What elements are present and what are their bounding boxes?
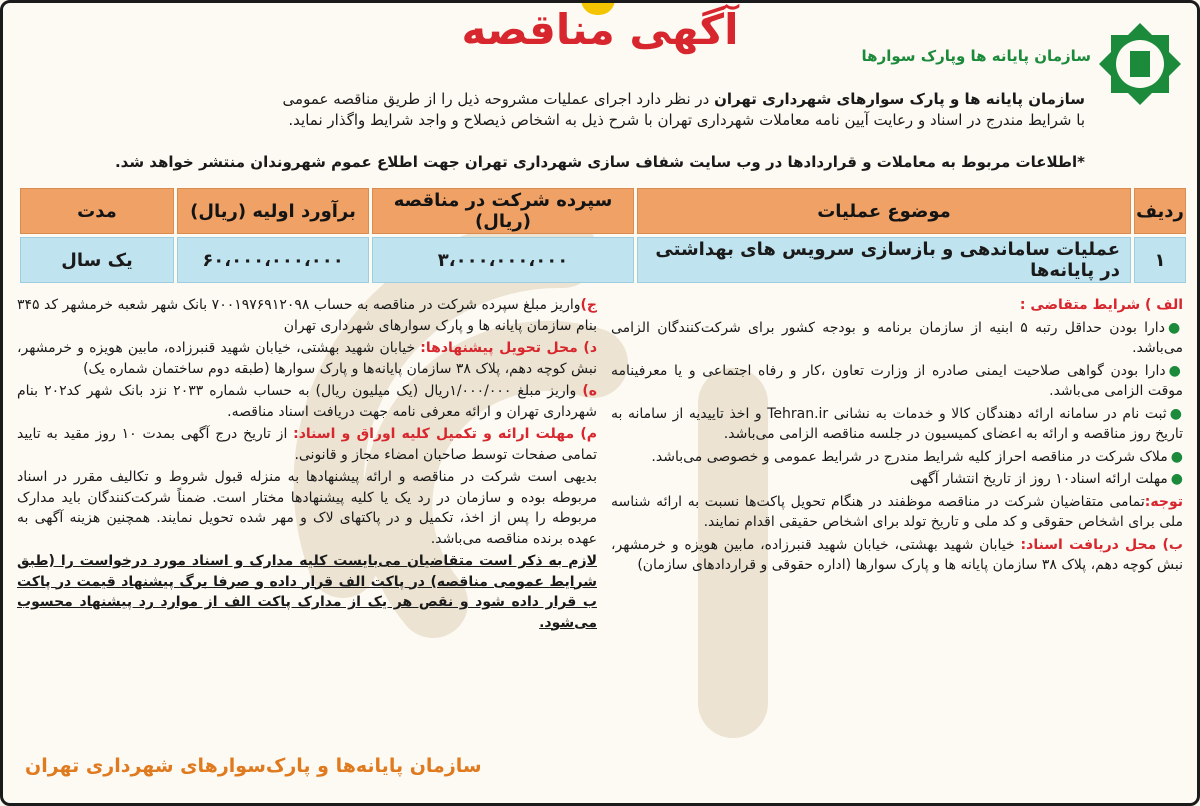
header-subject: موضوع عملیات [637,188,1131,234]
general-terms-paragraph: بدیهی است شرکت در مناقصه و ارائه پیشنهادها به منزله قبول شروط و تکالیف مقرر در اسناد مربوطه بوده و سازمان در رد یک یا کلیه پیشنهادها مختار است. ضمناً شرکت‌کنندگان باید مدارک مربوطه را پس از اخذ، تکمیل و در پاکتهای لاک و مهر شده تحویل نمایند. همچنین هزینه آگهی به عهده برنده مناقصه می‌باشد. [17,469,597,547]
section-c: ج)واریز مبلغ سپرده شرکت در مناقصه به حساب ۷۰۰۱۹۷۶۹۱۲۰۹۸ بانک شهر شعبه خرمشهر کد ۳۴۵ بنام سازمان پایانه ها و پارک سوارهای شهرداری تهران [17,297,597,334]
bullet-icon: ● [1170,448,1183,465]
cell-deposit: ۳،۰۰۰،۰۰۰،۰۰۰ [372,237,634,283]
section-a-title: الف ) شرایط متقاضی : [1019,297,1183,313]
cell-duration: یک سال [20,237,174,283]
header-row-number: ردیف [1134,188,1186,234]
header-deposit: سپرده شرکت در مناقصه (ریال) [372,188,634,234]
list-item: ●مهلت ارائه اسناد۱۰ روز از تاریخ انتشار آگهی [909,471,1183,487]
transparency-notice: *اطلاعات مربوط به معاملات و قراردادها در وب سایت شفاف سازی شهرداری تهران جهت اطلاع عموم شهروندان منتشر خواهد شد. [114,153,1085,171]
note-paragraph: توجه:تمامی متقاضیان شرکت در مناقصه موظفند در هنگام تحویل پاکت‌ها نسبت به ارائه شناسه ملی برای اشخاص حقوقی و کد ملی و تاریخ تولد برای اشخاص حقیقی اقدام نمایند. [611,493,1183,530]
footer-org-name: سازمان پایانه‌ها و پارک‌سوارهای شهرداری تهران [25,755,482,777]
section-d: د) محل تحویل پیشنهادها: خیابان شهید بهشتی، خیابان شهید قنبرزاده، مابین هویزه و خرمشهر، نبش کوچه دهم، پلاک ۳۸ سازمان پایانه‌ها و پارک سوارها (طبقه دوم ساختمان شماره یک) [17,340,598,377]
section-b: ب) محل دریافت اسناد: خیابان شهید بهشتی، خیابان شهید قنبرزاده، مابین هویزه و خرمشهر، نبش کوچه دهم، پلاک ۳۸ سازمان پایانه ها و پارک سوارها (اداره حقوقی و قراردادهای سازمان) [611,536,1183,573]
list-item: ●دارا بودن گواهی صلاحیت ایمنی صادره از وزارت تعاون ،کار و رفاه اجتماعی و یا معرفینامه موقت الزامی می‌باشد. [611,362,1183,399]
table-header-row [20,188,1186,234]
header-estimate: برآورد اولیه (ریال) [177,188,369,234]
intro-paragraph [85,89,1085,131]
intro-line2: با شرایط مندرج در اسناد و رعایت آیین نامه معاملات شهرداری تهران با شرح ذیل به اشخاص ذیصلاح و واجد شرایط واگذار نماید. [288,111,1085,129]
bullet-icon: ● [1168,362,1183,379]
left-column [17,295,597,635]
note-label: توجه: [1144,493,1183,510]
operations-table [17,185,1189,286]
section-m: م) مهلت ارائه و تکمیل کلیه اوراق و اسناد: از تاریخ درج آگهی بمدت ۱۰ روز مقید به تایید تمامی صفحات توسط صاحبان امضاء مجاز و قانونی. [17,426,597,463]
intro-line1: در نظر دارد اجرای عملیات مشروحه ذیل را از طریق مناقصه عمومی [282,90,710,108]
cell-row-number: ۱ [1134,237,1186,283]
cell-subject: عملیات ساماندهی و بازسازی سرویس های بهداشتی در پایانه‌ها [637,237,1131,283]
bullet-icon: ● [1169,405,1184,422]
section-b-title: ب) محل دریافت اسناد: [1020,536,1183,553]
right-column [611,295,1183,578]
bullet-icon: ● [1167,319,1183,336]
cell-estimate: ۶۰،۰۰۰،۰۰۰،۰۰۰ [177,237,369,283]
header-duration: مدت [20,188,174,234]
table-row [20,237,1186,283]
bullet-icon: ● [1170,471,1183,487]
page-title: آگهی مناقصه [461,5,739,54]
org-name-logo-text: سازمان پایانه ها وپارک سوارها [861,47,1091,65]
section-e: ه) واریز مبلغ ۱/۰۰۰/۰۰۰ریال (یک میلیون ریال) به حساب شماره ۲۰۳۳ نزد بانک شهر کد۲۰۲ بنام شهرداری تهران و ارائه معرفی نامه جهت دریافت اسناد مناقصه. [17,383,598,420]
list-item: ●ملاک شرکت در مناقصه احراز کلیه شرایط مندرج در شرایط عمومی و خصوصی می‌باشد. [651,448,1183,465]
list-item: ●دارا بودن حداقل رتبه ۵ ابنیه از سازمان برنامه و بودجه کشور برای شرکت‌کنندگان الزامی می‌باشد. [611,319,1183,356]
list-item: ●ثبت نام در سامانه ارائه دهندگان کالا و خدمات به نشانی Tehran.ir و اخذ تاییدیه از سامانه به تاریخ روز مناقصه و ارائه به اعضای کمیسیون در جلسه مناقصه الزامی می‌باشد. [611,405,1184,442]
envelope-requirements-paragraph: لازم به ذکر است متقاضیان می‌بایست کلیه مدارک و اسناد مورد درخواست را (طبق شرایط عمومی مناقصه) در پاکت الف قرار داده و صرفا برگ پیشنهاد قیمت در پاکت ب قرار داده شود و نقص هر یک از مدارک پاکت الف از موارد رد پیشنهاد محسوب می‌شود. [17,553,597,631]
intro-org-name: سازمان پایانه ها و پارک سوارهای شهرداری تهران [714,90,1085,108]
